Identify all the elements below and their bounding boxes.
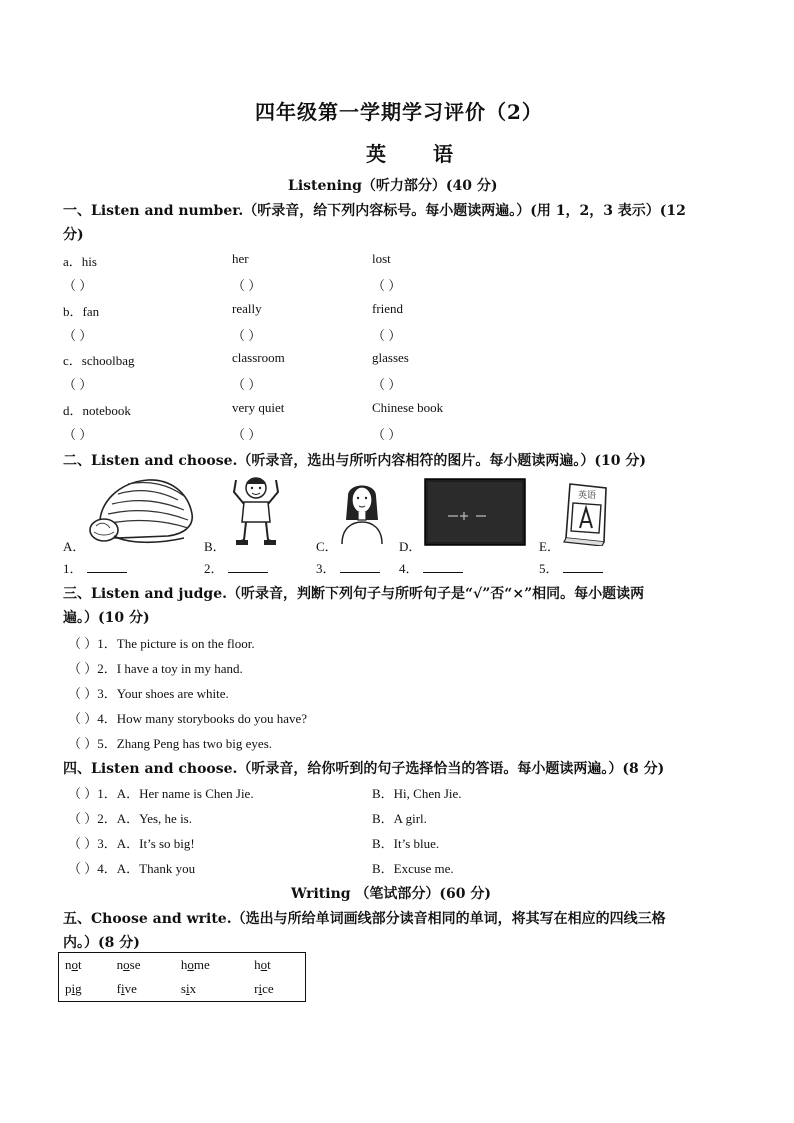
judge-item[interactable]: （ ）2．I have a toy in my hand. bbox=[68, 661, 243, 676]
word: not bbox=[65, 957, 82, 972]
choose-option-a[interactable]: （ ）2．A．Yes, he is. bbox=[68, 811, 192, 826]
answer-paren[interactable]: （ ） bbox=[63, 427, 93, 442]
choose-option-b[interactable]: B．A girl. bbox=[372, 811, 427, 826]
answer-blank[interactable]: 3． bbox=[316, 558, 380, 577]
choose-option-a[interactable]: （ ）3．A．It’s so big! bbox=[68, 836, 195, 851]
s1-row-label: c．schoolbag bbox=[63, 353, 135, 368]
word: five bbox=[116, 981, 137, 996]
section5-title: 五、Choose and write.（选出与所给单词画线部分读音相同的单词，将其写在相应的四线三格 bbox=[63, 911, 666, 927]
pic-letter: B． bbox=[204, 539, 226, 554]
section5-title-cont: 内。）(8 分) bbox=[63, 935, 140, 951]
s1-row-label: b．fan bbox=[63, 304, 100, 319]
hat-icon bbox=[88, 474, 198, 546]
s1-row-label: a．his bbox=[63, 254, 97, 269]
judge-item[interactable]: （ ）4．How many storybooks do you have? bbox=[68, 711, 308, 726]
answer-paren[interactable]: （ ） bbox=[232, 278, 262, 293]
s1-col2: really bbox=[232, 301, 262, 316]
section3-title: 三、Listen and judge.（听录音，判断下列句子与所听句子是“√”否“×”相同。每小题读两 bbox=[63, 586, 645, 602]
word: rice bbox=[254, 981, 274, 996]
choose-option-b[interactable]: B．Hi, Chen Jie. bbox=[372, 786, 462, 801]
answer-paren[interactable]: （ ） bbox=[372, 328, 402, 343]
judge-item[interactable]: （ ）5．Zhang Peng has two big eyes. bbox=[68, 736, 273, 751]
choose-option-b[interactable]: B．Excuse me. bbox=[372, 861, 454, 876]
writing-header: Writing （笔试部分）(60 分) bbox=[291, 886, 492, 902]
section1-title: 一、Listen and number.（听录音，给下列内容标号。每小题读两遍。）(用 1，2，3 表示）(12 bbox=[63, 203, 686, 219]
section1-title-cont: 分) bbox=[63, 227, 84, 243]
section3-title-cont: 遍。）(10 分) bbox=[63, 610, 150, 626]
choose-option-b[interactable]: B．It’s blue. bbox=[372, 836, 440, 851]
blackboard-icon bbox=[424, 478, 526, 546]
section4-title: 四、Listen and choose.（听录音，给你听到的句子选择恰当的答语。每小题读两遍。）(8 分) bbox=[63, 761, 665, 777]
s1-col3: glasses bbox=[372, 350, 409, 365]
answer-paren[interactable]: （ ） bbox=[232, 328, 262, 343]
listening-header: Listening（听力部分）(40 分) bbox=[288, 178, 498, 194]
answer-paren[interactable]: （ ） bbox=[232, 377, 262, 392]
word: hot bbox=[254, 957, 271, 972]
word: six bbox=[180, 981, 197, 996]
word: nose bbox=[116, 957, 141, 972]
s1-col3: Chinese book bbox=[372, 400, 444, 415]
word: pig bbox=[65, 981, 82, 996]
answer-paren[interactable]: （ ） bbox=[63, 377, 93, 392]
s1-col2: very quiet bbox=[232, 400, 285, 415]
s1-col2: her bbox=[232, 251, 249, 266]
pic-letter: C． bbox=[316, 539, 338, 554]
answer-paren[interactable]: （ ） bbox=[63, 278, 93, 293]
judge-item[interactable]: （ ）3．Your shoes are white. bbox=[68, 686, 229, 701]
answer-paren[interactable]: （ ） bbox=[372, 377, 402, 392]
answer-paren[interactable]: （ ） bbox=[372, 278, 402, 293]
s1-col2: classroom bbox=[232, 350, 285, 365]
answer-paren[interactable]: （ ） bbox=[372, 427, 402, 442]
pic-letter: E． bbox=[539, 539, 560, 554]
answer-blank[interactable]: 1． bbox=[63, 558, 127, 577]
choose-option-a[interactable]: （ ）4．A．Thank you bbox=[68, 861, 196, 876]
pic-letter: D． bbox=[399, 539, 422, 554]
judge-item[interactable]: （ ）1．The picture is on the floor. bbox=[68, 636, 255, 651]
svg-text:英语: 英语 bbox=[578, 491, 597, 501]
answer-blank[interactable]: 4． bbox=[399, 558, 463, 577]
answer-paren[interactable]: （ ） bbox=[232, 427, 262, 442]
girl-icon bbox=[334, 476, 390, 546]
answer-paren[interactable]: （ ） bbox=[63, 328, 93, 343]
english-book-icon bbox=[562, 480, 612, 546]
section2-title: 二、Listen and choose.（听录音，选出与所听内容相符的图片。每小题读两遍。）(10 分) bbox=[63, 453, 647, 469]
boy-icon bbox=[228, 472, 284, 548]
word-box bbox=[58, 952, 306, 1002]
s1-col3: friend bbox=[372, 301, 404, 316]
pic-letter: A． bbox=[63, 539, 86, 554]
answer-blank[interactable]: 5． bbox=[539, 558, 603, 577]
choose-option-a[interactable]: （ ）1．A．Her name is Chen Jie. bbox=[68, 786, 254, 801]
answer-blank[interactable]: 2． bbox=[204, 558, 268, 577]
s1-col3: lost bbox=[372, 251, 391, 266]
word: home bbox=[180, 957, 210, 972]
s1-row-label: d．notebook bbox=[63, 403, 131, 418]
subject-title: 英 语 bbox=[366, 142, 473, 166]
page-title: 四年级第一学期学习评价（2） bbox=[255, 100, 543, 124]
